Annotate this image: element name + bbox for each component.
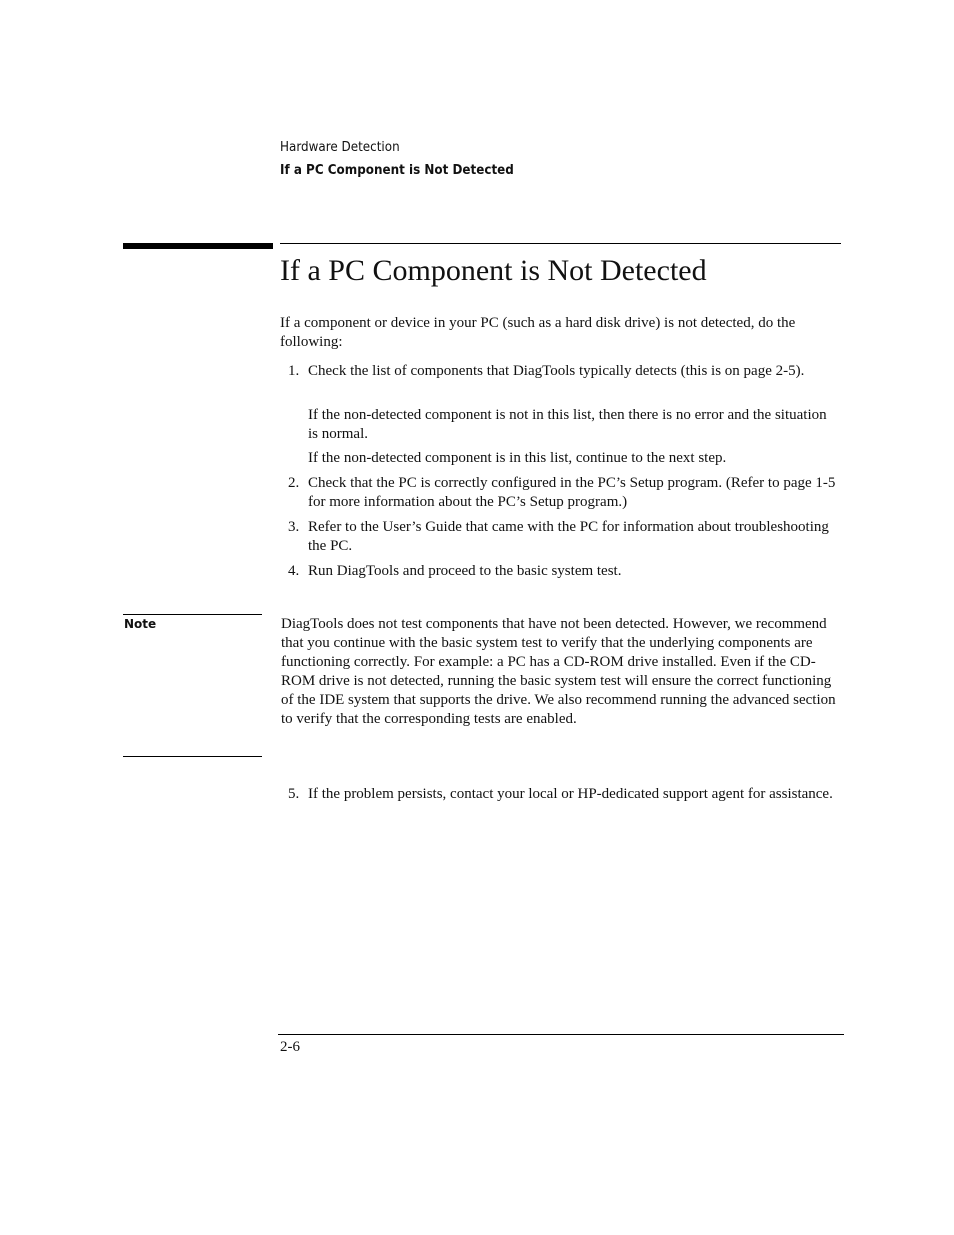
step-text: Check that the PC is correctly configured in the PC’s Setup program. (Refer to page 1-5 for more information about the PC’s Setup program.) [308,475,836,510]
step-text: Check the list of components that DiagTools typically detects (this is on page 2-5). [308,363,805,379]
list-item [280,785,840,804]
step-number: 3. [288,519,300,535]
step-text: Refer to the User’s Guide that came with the PC for information about troubleshooting the PC. [308,519,829,554]
footer-rule [278,1034,844,1035]
list-item [280,562,840,581]
heading-thick-rule [123,243,273,249]
intro-paragraph: If a component or device in your PC (such as a hard disk drive) is not detected, do the following: [280,315,796,350]
heading-thin-rule [280,243,841,244]
page-title: If a PC Component is Not Detected [280,254,707,287]
step-text: If the problem persists, contact your local or HP-dedicated support agent for assistance. [308,786,833,802]
page-number: 2-6 [280,1039,300,1055]
note-top-rule [123,614,262,615]
running-header-section: Hardware Detection [280,140,400,155]
step-text: Run DiagTools and proceed to the basic system test. [308,563,622,579]
note-bottom-rule [123,756,262,757]
running-header-title: If a PC Component is Not Detected [280,163,514,178]
step-subparagraph: If the non-detected component is in this list, continue to the next step. [308,450,727,466]
note-text: DiagTools does not test components that have not been detected. However, we recommend that you continue with the basic system test to verify that the underlying components are functioning correctly. For example: a PC has a CD-ROM drive installed. Even if the CD-ROM drive is not detected, running the basic system test will ensure the correct functioning of the IDE system that supports the drive. We also recommend running the advanced section to verify that the corresponding tests are enabled. [281,616,836,727]
note-label: Note [124,617,157,631]
list-item [280,518,840,556]
list-item [280,474,840,512]
step-number: 4. [288,563,300,579]
step-subparagraph: If the non-detected component is not in this list, then there is no error and the situation is normal. [308,407,827,442]
step-number: 5. [288,786,300,802]
step-number: 1. [288,363,300,379]
step-number: 2. [288,475,300,491]
list-item [280,362,840,381]
